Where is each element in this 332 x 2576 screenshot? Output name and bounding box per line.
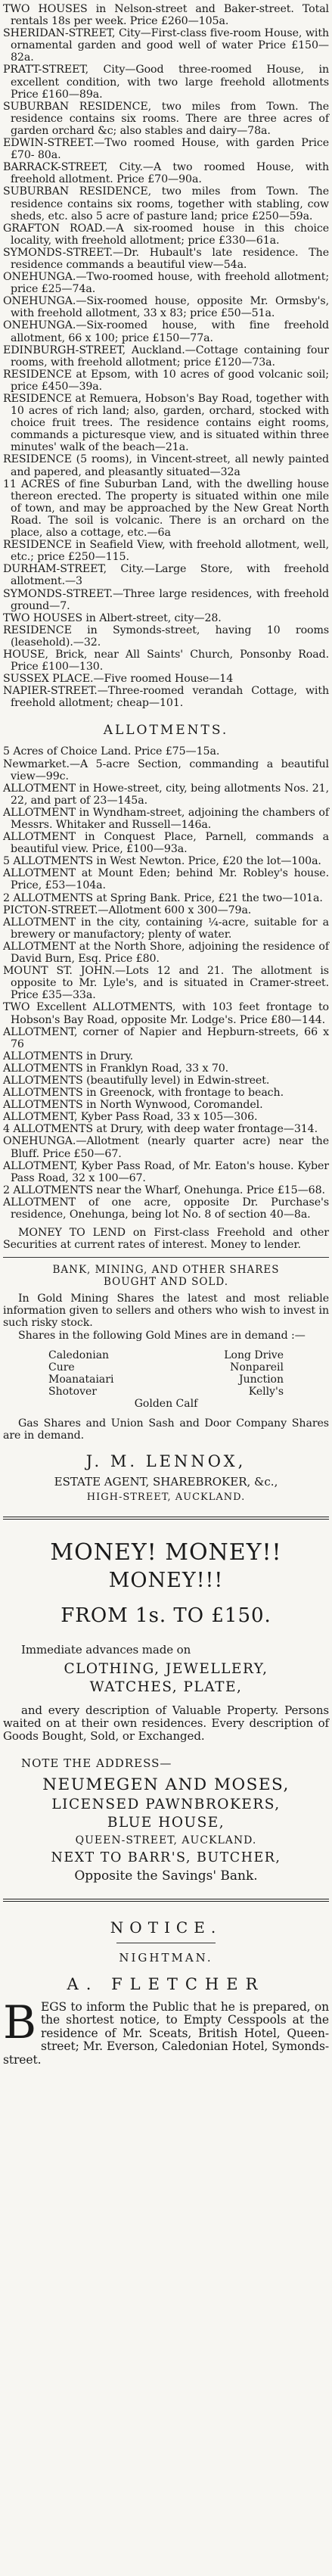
notice-body-block	[3, 1996, 329, 2067]
divider	[3, 1257, 329, 1258]
firm-name: NEUMEGEN AND MOSES,	[42, 1775, 290, 1794]
listing-item: DURHAM-STREET, City.—Large Store, with freehold allotment.—3	[3, 563, 329, 588]
allotment-item: ALLOTMENT of one acre, opposite Dr. Purchase's residence, Onehunga, being lot No. 8 of section 40—8a.	[3, 1196, 329, 1221]
allotment-item: 5 Acres of Choice Land. Price £75—15a.	[3, 745, 220, 758]
notice-subheading: NIGHTMAN.	[119, 1950, 213, 1965]
listing-item: ONEHUNGA.—Six-roomed house, opposite Mr. Ormsby's, with freehold allotment, 33 x 83; price £50—51a.	[3, 295, 329, 320]
money-subheadline: MONEY!!!	[108, 1568, 224, 1592]
listing-item: SYMONDS-STREET.—Dr. Hubault's late residence. The residence commands a beautiful view—54a.	[3, 246, 329, 271]
allotment-item: ALLOTMENTS in Greenock, with frontage to beach.	[3, 1087, 284, 1100]
mines-row	[3, 1361, 329, 1374]
mine-name: Golden Calf	[134, 1397, 198, 1410]
demand-text: Shares in the following Gold Mines are in demand :—	[18, 1329, 306, 1342]
lennox-name: J. M. LENNOX,	[85, 1451, 247, 1470]
firm-house: BLUE HOUSE,	[107, 1814, 225, 1831]
advances-description: and every description of Valuable Property. Persons waited on at their own residences. Every description of Goods Bought, Sold, or Exchanged.	[3, 1703, 329, 1743]
allotment-item: ALLOTMENT in Wyndham-street, adjoining the chambers of Messrs. Whitaker and Russell—146a.	[3, 806, 329, 831]
firm-opposite: Opposite the Savings' Bank.	[74, 1868, 258, 1884]
mine-name: Junction	[238, 1373, 284, 1386]
listing-item: HOUSE, Brick, near All Saints' Church, Ponsonby Road. Price £100—130.	[3, 648, 329, 674]
firm-street: QUEEN-STREET, AUCKLAND.	[75, 1834, 257, 1846]
allotment-item: 2 ALLOTMENTS at Spring Bank. Price, £21 the two—101a.	[3, 891, 323, 904]
listings-section	[3, 3, 329, 709]
listing-item: RESIDENCE (5 rooms), in Vincent-street, all newly painted and papered, and pleasantly situated—32a	[3, 453, 329, 478]
listing-item: RESIDENCE at Epsom, with 10 acres of good volcanic soil; price £450—39a.	[3, 368, 329, 393]
allotment-item: ALLOTMENT at the North Shore, adjoining the residence of David Burn, Esq. Price £80.	[3, 940, 329, 966]
allotment-item: 4 ALLOTMENTS at Drury, with deep water frontage—314.	[3, 1123, 318, 1136]
allotment-item: ALLOTMENTS in Drury.	[3, 1050, 134, 1062]
listing-item: EDWIN-STREET.—Two roomed House, with garden Price £70- 80a.	[3, 137, 329, 162]
listing-item: SUSSEX PLACE.—Five roomed House—14	[3, 673, 234, 686]
listing-item: EDINBURGH-STREET, Auckland.—Cottage containing four rooms, with freehold allotment; price £120—73a.	[3, 344, 329, 369]
lennox-address: HIGH-STREET, AUCKLAND.	[86, 1491, 246, 1503]
allotments-heading: ALLOTMENTS.	[103, 723, 229, 739]
listing-item: ONEHUNGA.—Six-roomed house, with fine freehold allotment, 66 x 100; price £150—77a.	[3, 319, 329, 344]
mine-name: Kelly's	[248, 1385, 284, 1398]
listing-item: SUBURBAN RESIDENCE, two miles from Town. The residence contains six rooms, together with stabling, cow sheds, etc. also 5 acre of pasture land; price £250—59a.	[3, 185, 329, 222]
mine-name: Moanataiari	[48, 1373, 114, 1386]
listing-item: RESIDENCE at Remuera, Hobson's Bay Road, together with 10 acres of rich land; also, garden, orchard, stocked with choice fruit trees. The residence contains eight rooms, commands a picturesque view, and is situated within three minutes' walk of the beach—21a.	[3, 393, 329, 454]
allotment-item: PICTON-STREET.—Allotment 600 x 300—79a.	[3, 904, 252, 916]
allotment-item: 2 ALLOTMENTS near the Wharf, Onehunga. Price £15—68.	[3, 1184, 325, 1196]
divider	[3, 1899, 329, 1902]
gas-shares-text: Gas Shares and Union Sash and Door Company Shares are in demand.	[3, 1417, 329, 1442]
allotment-item: ALLOTMENT, Kyber Pass Road, 33 x 105—306.	[3, 1111, 258, 1124]
lennox-title: ESTATE AGENT, SHAREBROKER, &c.,	[54, 1474, 278, 1489]
allotment-item: ALLOTMENTS (beautifully level) in Edwin-street.	[3, 1074, 270, 1087]
mine-name: Cure	[48, 1361, 75, 1374]
listing-item: SHERIDAN-STREET, City—First-class five-room House, with ornamental garden and good well of water Price £150—82a.	[3, 27, 329, 64]
allotment-item: ALLOTMENT, Kyber Pass Road, of Mr. Eaton's house. Kyber Pass Road, 32 x 100—67.	[3, 1159, 329, 1184]
mine-name: Caledonian	[48, 1349, 110, 1361]
mine-name: Nonpareil	[230, 1361, 284, 1374]
allotment-item: ALLOTMENTS in Franklyn Road, 33 x 70.	[3, 1062, 229, 1075]
allotment-item: ALLOTMENT in Howe-street, city, being allotments Nos. 21, 22, and part of 23—145a.	[3, 782, 329, 807]
listing-item: SUBURBAN RESIDENCE, two miles from Town. The residence contains six rooms. There are three acres of garden orchard &c; also stables and dairy—78a.	[3, 100, 329, 137]
money-headline: MONEY! MONEY!!	[50, 1538, 282, 1566]
bank-shares-heading: BANK, MINING, AND OTHER SHARES BOUGHT AND SOLD.	[52, 1264, 280, 1289]
advance-item: CLOTHING, JEWELLERY,	[64, 1660, 268, 1677]
notice-body: EGS to inform the Public that he is prepared, on the shortest notice, to Empty Cesspools at the residence of Mr. Sceats, British Hotel, Queen-street; Mr. Everson, Caledonian Hotel, Symonds-street.	[3, 1999, 329, 2067]
listing-item: TWO HOUSES in Nelson-street and Baker-street. Total rentals 18s per week. Price £260—105a.	[3, 3, 329, 28]
listing-item: SYMONDS-STREET.—Three large residences, with freehold ground—7.	[3, 587, 329, 612]
mines-row	[3, 1374, 329, 1386]
money-to-lend: MONEY TO LEND on First-class Freehold and other Securities at current rates of interest. Money to lender.	[3, 1227, 329, 1252]
mines-row	[3, 1386, 329, 1398]
advance-item: WATCHES, PLATE,	[89, 1678, 243, 1695]
allotment-item: Newmarket.—A 5-acre Section, commanding a beautiful view—99c.	[3, 758, 329, 782]
allotment-item: MOUNT ST. JOHN.—Lots 12 and 21. The allotment is opposite to Mr. Lyle's, and is situated in Cramer-street. Price £35—33a.	[3, 965, 329, 1002]
listing-item: RESIDENCE in Symonds-street, having 10 rooms (leasehold).—32.	[3, 624, 329, 649]
listing-item: GRAFTON ROAD.—A six-roomed house in this choice locality, with freehold allotment; price £330—61a.	[3, 222, 329, 247]
firm-next-to: NEXT TO BARR'S, BUTCHER,	[51, 1850, 281, 1865]
divider	[3, 1517, 329, 1520]
note-address: NOTE THE ADDRESS—	[21, 1756, 172, 1770]
listing-item: 11 ACRES of fine Suburban Land, with the dwelling house thereon erected. The property is situated within one mile of town, and may be approached by the New Great North Road. The soil is volcanic. There is an orchard on the place, also a cottage, etc.—6a	[3, 478, 329, 540]
drop-cap: B	[3, 1996, 36, 2049]
allotment-item: ALLOTMENT in Conquest Place, Parnell, commands a beautiful view. Price, £100—93a.	[3, 831, 329, 856]
mines-row	[3, 1349, 329, 1361]
notice-heading: NOTICE.	[110, 1918, 222, 1937]
firm-trade: LICENSED PAWNBROKERS,	[51, 1796, 281, 1812]
listing-item: TWO HOUSES in Albert-street, city—28.	[3, 611, 222, 624]
allotment-item: ALLOTMENT in the city, containing ¼-acre, suitable for a brewery or manufactory; plenty of water.	[3, 916, 329, 941]
mine-name: Long Drive	[224, 1349, 284, 1361]
allotment-item: ALLOTMENTS in North Wynwood, Coromandel.	[3, 1099, 263, 1112]
mine-name: Shotover	[48, 1385, 97, 1398]
gold-mining-text: In Gold Mining Shares the latest and most reliable information given to sellers and others who wish to invest in such risky stock.	[3, 1293, 329, 1330]
allotment-item: ONEHUNGA.—Allotment (nearly quarter acre) near the Bluff. Price £50—67.	[3, 1135, 329, 1160]
listing-item: NAPIER-STREET.—Three-roomed verandah Cottage, with freehold allotment; cheap—101.	[3, 685, 329, 710]
notice-name: A. FLETCHER	[67, 1974, 265, 1993]
listing-item: PRATT-STREET, City—Good three-roomed House, in excellent condition, with two large freehold allotments Price £160—89a.	[3, 64, 329, 101]
allotment-item: TWO Excellent ALLOTMENTS, with 103 feet frontage to Hobson's Bay Road, opposite Mr. Lodge's. Price £80—144.	[3, 1001, 329, 1026]
listing-item: BARRACK-STREET, City.—A two roomed House, with freehold allotment. Price £70—90a.	[3, 161, 329, 186]
allotment-item: ALLOTMENT, corner of Napier and Hepburn-streets, 66 x 76	[3, 1025, 329, 1050]
allotment-item: 5 ALLOTMENTS in West Newton. Price, £20 the lot—100a.	[3, 855, 321, 868]
listing-item: RESIDENCE in Seafield View, with freehold allotment, well, etc.; price £250—115.	[3, 539, 329, 564]
allotments-section	[3, 745, 329, 1221]
mines-row	[3, 1398, 329, 1410]
newspaper-column	[3, 0, 329, 2067]
loan-range: FROM 1s. TO £150.	[61, 1604, 271, 1627]
mines-list	[3, 1349, 329, 1410]
listing-item: ONEHUNGA.—Two-roomed house, with freehold allotment; price £25—74a.	[3, 271, 329, 296]
advances-intro: Immediate advances made on	[21, 1642, 191, 1657]
allotment-item: ALLOTMENT at Mount Eden; behind Mr. Robley's house. Price, £53—104a.	[3, 867, 329, 892]
